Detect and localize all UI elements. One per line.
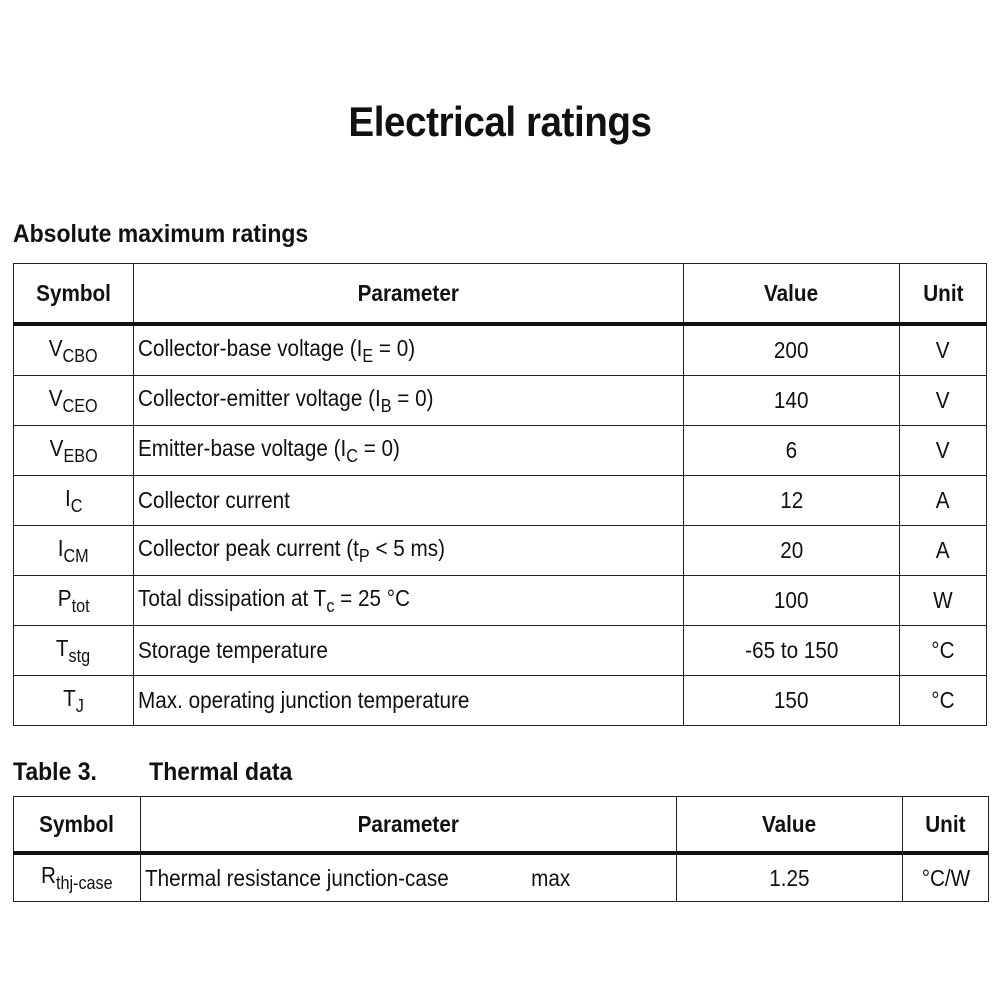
symbol-cell: $V_{EBO}$	[14, 426, 134, 476]
parameter-cell: Storage temperature	[134, 626, 684, 676]
table-row	[14, 576, 987, 626]
symbol-cell: $T_{stg}$	[14, 626, 134, 676]
parameter-cell: Total dissipation at $T_c = 25$ °C	[134, 576, 684, 626]
table-row	[14, 476, 987, 526]
absolute-max-table	[13, 263, 987, 726]
table-title: Thermal data	[149, 758, 293, 786]
value-cell: 150	[684, 676, 900, 726]
table-row	[14, 626, 987, 676]
symbol-cell: $R_{thj-case}$	[14, 853, 141, 902]
value-cell: 1.25	[677, 853, 903, 902]
symbol-cell: $T_J$	[14, 676, 134, 726]
value-cell: 100	[684, 576, 900, 626]
header-unit: Unit	[900, 264, 987, 325]
symbol-cell: $V_{CBO}$	[14, 324, 134, 376]
table-row	[14, 376, 987, 426]
header-parameter: Parameter	[134, 264, 684, 325]
value-cell: 12	[684, 476, 900, 526]
value-cell: 140	[684, 376, 900, 426]
table-row	[14, 676, 987, 726]
table-row	[14, 426, 987, 476]
symbol-cell: $P_{tot}$	[14, 576, 134, 626]
table-row	[14, 853, 989, 902]
header-value: Value	[677, 797, 903, 854]
table-header-row	[14, 797, 989, 854]
value-cell: -65 to 150	[684, 626, 900, 676]
header-symbol: Symbol	[14, 797, 141, 854]
parameter-cell: Collector-base voltage $(I_E = 0)$	[134, 324, 684, 376]
header-unit: Unit	[903, 797, 989, 854]
symbol-cell: $I_{CM}$	[14, 526, 134, 576]
unit-cell: °C	[900, 626, 987, 676]
unit-cell: °C/W	[903, 853, 989, 902]
table-header-row	[14, 264, 987, 325]
parameter-cell: Collector peak current ($t_P < 5$ ms)	[134, 526, 684, 576]
parameter-cell: Emitter-base voltage $(I_C = 0)$	[134, 426, 684, 476]
page-title: Electrical ratings	[348, 98, 652, 145]
parameter-cell: Collector current	[134, 476, 684, 526]
absolute-max-heading: Absolute maximum ratings	[13, 220, 309, 248]
unit-cell: V	[900, 426, 987, 476]
max-qualifier: max	[531, 864, 571, 891]
header-symbol: Symbol	[14, 264, 134, 325]
parameter-cell: Thermal resistance junction-case max	[141, 853, 677, 902]
unit-cell: W	[900, 576, 987, 626]
table-row	[14, 526, 987, 576]
thermal-data-table	[13, 796, 989, 902]
unit-cell: °C	[900, 676, 987, 726]
table-row	[14, 324, 987, 376]
value-cell: 6	[684, 426, 900, 476]
thermal-caption	[13, 758, 292, 787]
value-cell: 20	[684, 526, 900, 576]
value-cell: 200	[684, 324, 900, 376]
symbol-cell: $I_C$	[14, 476, 134, 526]
unit-cell: V	[900, 324, 987, 376]
table-number: Table 3.	[13, 758, 97, 786]
header-value: Value	[684, 264, 900, 325]
unit-cell: V	[900, 376, 987, 426]
unit-cell: A	[900, 526, 987, 576]
unit-cell: A	[900, 476, 987, 526]
parameter-cell: Collector-emitter voltage $(I_B = 0)$	[134, 376, 684, 426]
symbol-cell: $V_{CEO}$	[14, 376, 134, 426]
header-parameter: Parameter	[141, 797, 677, 854]
parameter-cell: Max. operating junction temperature	[134, 676, 684, 726]
